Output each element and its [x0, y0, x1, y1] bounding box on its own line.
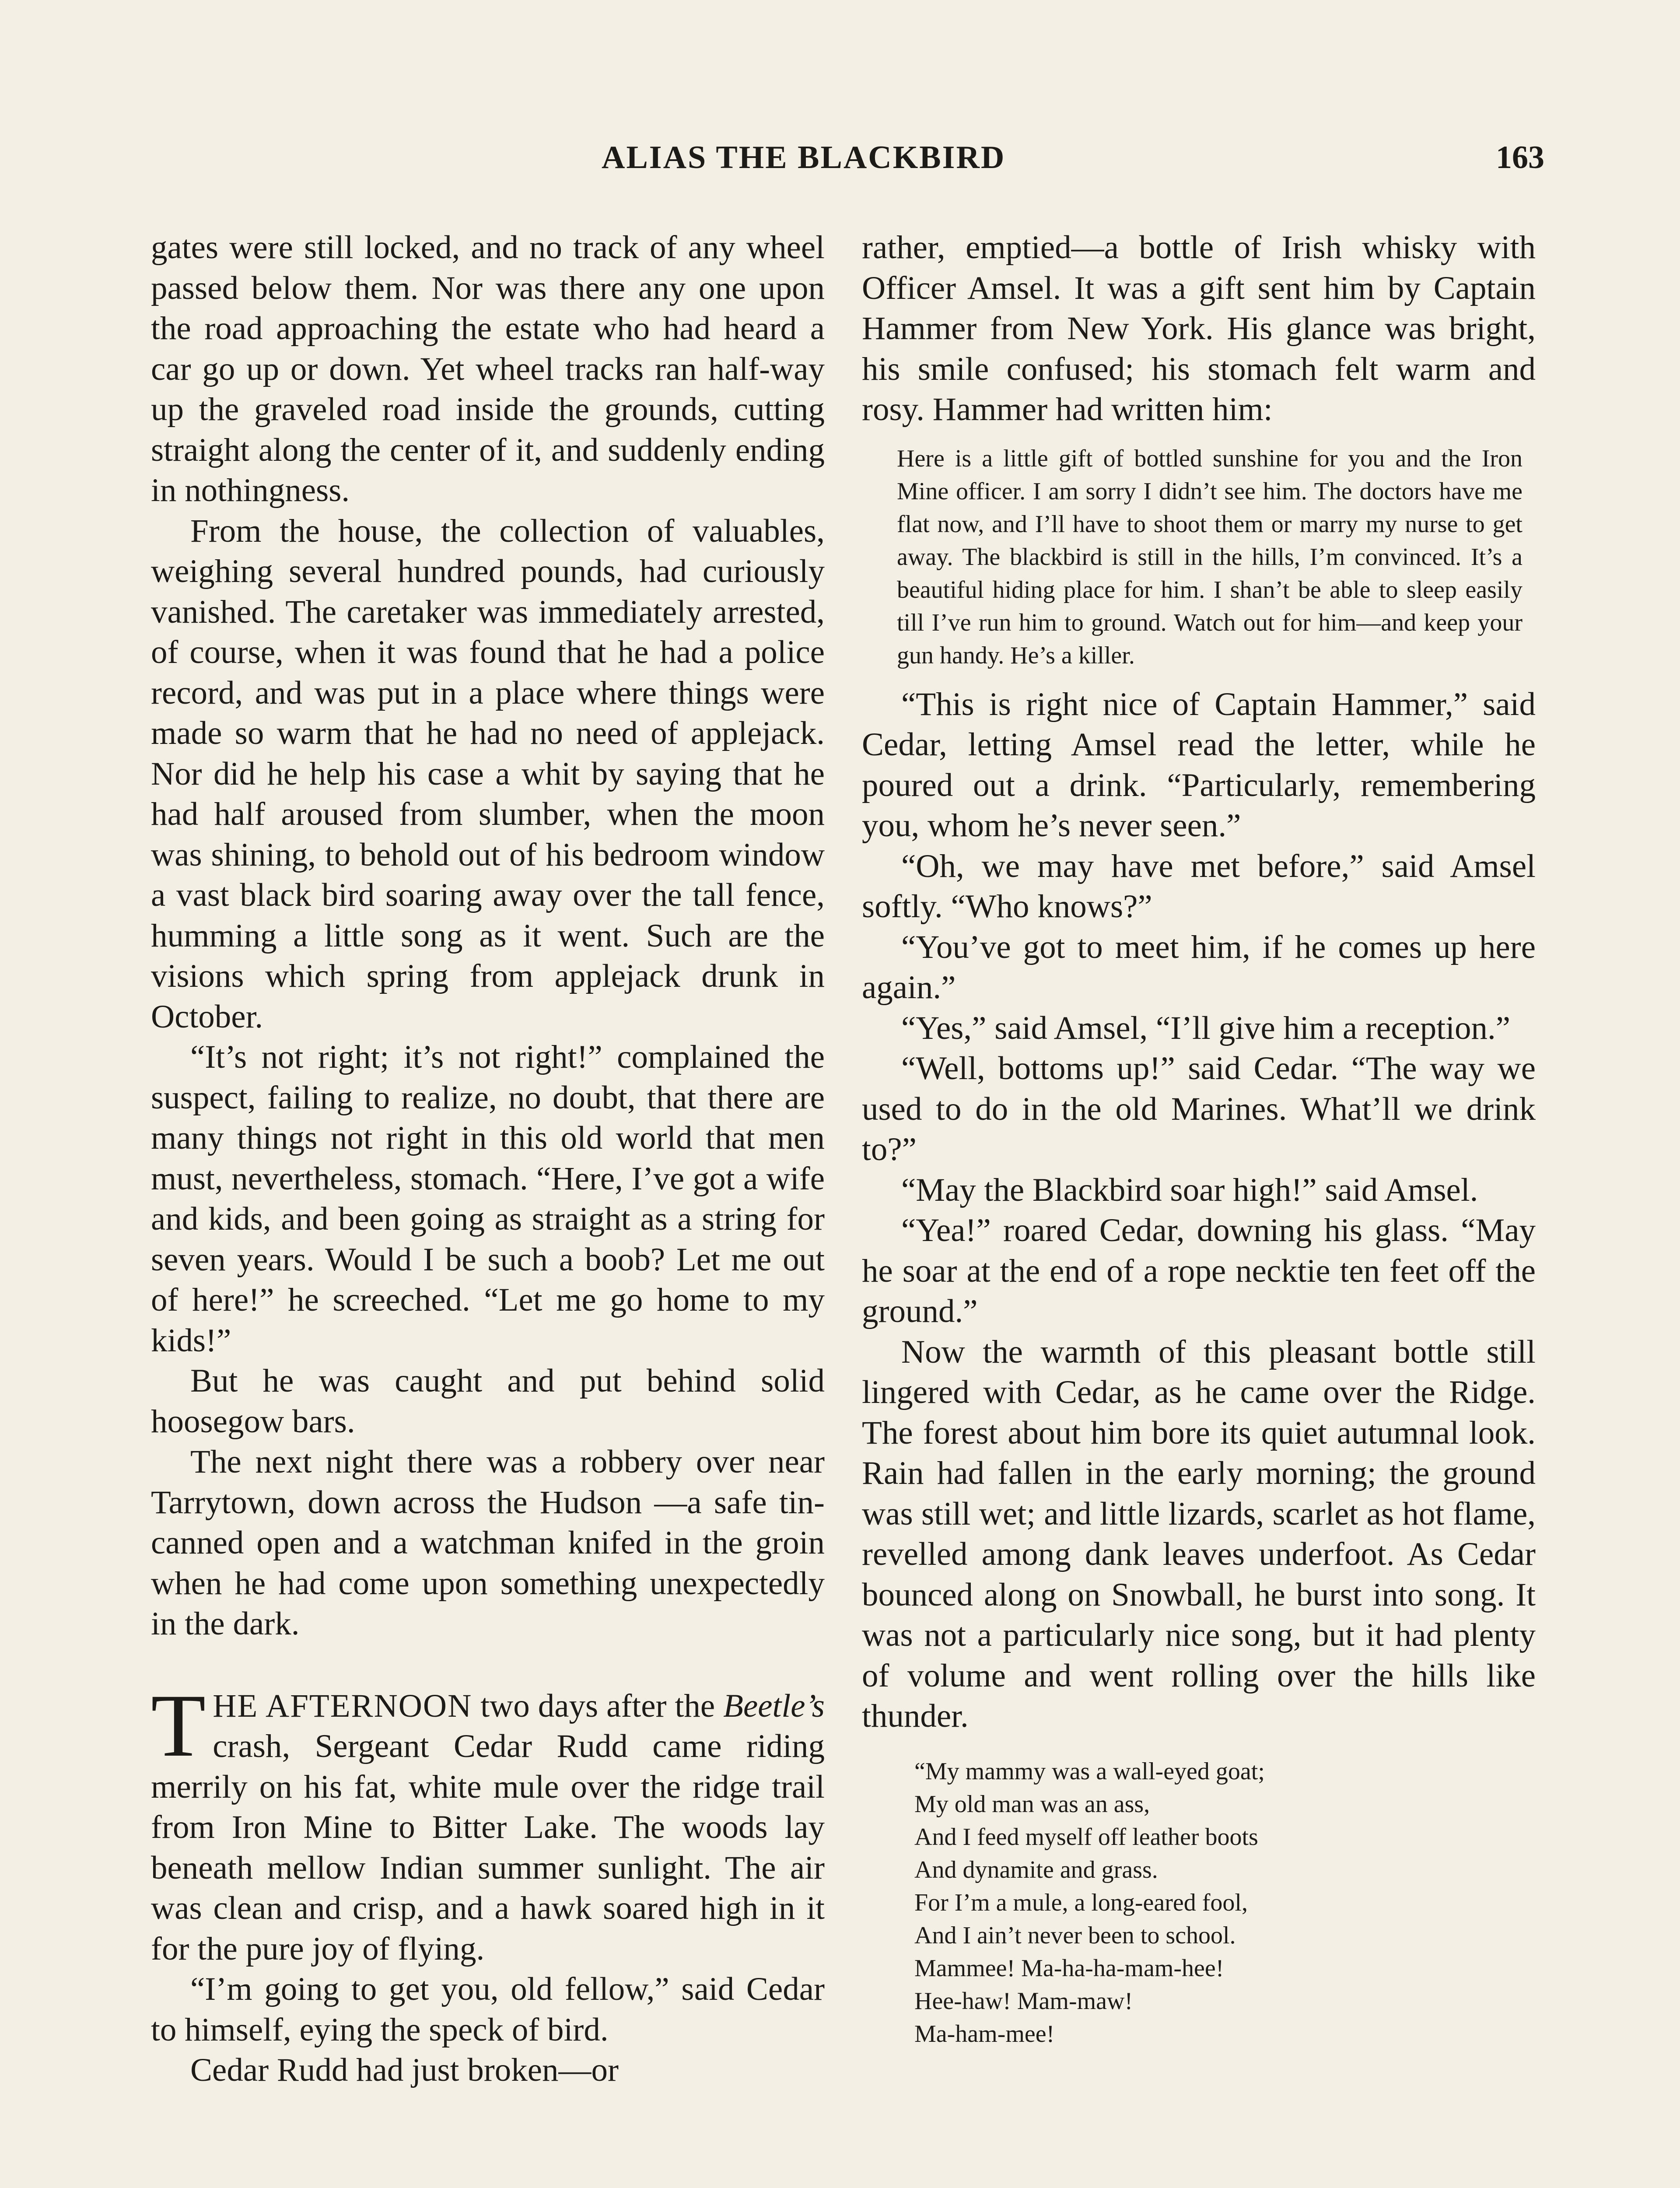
paragraph: “I’m going to get you, old fellow,” said Cedar to himself, eying the speck of bird. [151, 1971, 825, 2048]
italic-ship-name: Beetle’s [723, 1687, 825, 1724]
paragraph: “It’s not right; it’s not right!” complained the suspect, failing to realize, no doubt, that there are many things not right in this old world that men must, nevertheless, stomach. “Here, I’ve got a wife and kids, and been going as straight as a string for seven years. Would I be such a boob? Let me out of here!” he screeched. “Let me go home to my kids!” [151, 1039, 825, 1359]
page-number: 163 [1496, 140, 1544, 175]
song-verse [914, 1755, 1536, 2051]
paragraph: “Yes,” said Amsel, “I’ll give him a reception.” [901, 1010, 1511, 1046]
paragraph: rather, emptied—a bottle of Irish whisky with Officer Amsel. It was a gift sent him by Captain Hammer from New York. His glance was bright, his smile confused; his stomach felt warm and rosy. Hammer had written him: [862, 229, 1536, 428]
paragraph: “You’ve got to meet him, if he comes up here again.” [862, 929, 1536, 1006]
paragraph: Cedar Rudd had just broken—or [190, 2052, 619, 2088]
paragraph: “Yea!” roared Cedar, downing his glass. “May he soar at the end of a rope necktie ten feet off the ground.” [862, 1212, 1536, 1329]
paragraph: The next night there was a robbery over near Tarrytown, down across the Hudson —a safe tin-canned open and a watchman knifed in the groin when he had come upon something unexpectedly in the dark. [151, 1444, 825, 1642]
paragraph: gates were still locked, and no track of any wheel passed below them. Nor was there any one upon the road approaching the estate who had heard a car go up or down. Yet wheel tracks ran half-way up the graveled road inside the grounds, cutting straight along the center of it, and suddenly ending in nothingness. [151, 229, 825, 508]
verse-line: Hee-haw! Mam-maw! [914, 1987, 1133, 2015]
section-opening-paragraph [151, 1676, 825, 1970]
paragraph: “Oh, we may have met before,” said Amsel softly. “Who knows?” [862, 848, 1536, 925]
running-title: ALIAS THE BLACKBIRD [602, 140, 1006, 175]
verse-line: Ma-ham-mee! [914, 2020, 1055, 2048]
letter-text: Here is a little gift of bottled sunshine for you and the Iron Mine officer. I am sorry I didn’t see him. The doctors have me flat now, and I’ll have to shoot them or marry my nurse to get away. The blackbird is still in the hills, I’m convinced. It’s a beautiful hiding place for him. I shan’t be able to sleep easily till I’ve run him to ground. Watch out for him—and keep your gun handy. He’s a killer. [897, 445, 1522, 669]
small-caps-lead: HE AFTERNOON [213, 1687, 472, 1724]
drop-cap: T [151, 1676, 206, 1775]
verse-line: And I ain’t never been to school. [914, 1922, 1236, 1949]
verse-line: And I feed myself off leather boots [914, 1823, 1258, 1851]
letter-quote [897, 442, 1522, 672]
text-run: two days after the [472, 1687, 724, 1724]
page-header [151, 139, 1544, 183]
paragraph: But he was caught and put behind solid hoosegow bars. [151, 1363, 825, 1440]
verse-line: Mammee! Ma-ha-ha-mam-hee! [914, 1954, 1224, 1982]
paragraph: From the house, the collection of valuables, weighing several hundred pounds, had curiously vanished. The caretaker was immediately arrested, of course, when it was found that he had a police record, and was put in a place where things were made so warm that he had no need of applejack. Nor did he help his case a whit by saying that he had half aroused from slumber, when the moon was shining, to behold out of his bedroom window a vast black bird soaring away over the tall fence, humming a little song as it went. Such are the visions which spring from applejack drunk in October. [151, 512, 825, 1035]
verse-line: My old man was an ass, [914, 1790, 1150, 1818]
paragraph: Now the warmth of this pleasant bottle still lingered with Cedar, as he came over the Ridge. The forest about him bore its quiet autumnal look. Rain had fallen in the early morning; the ground was still wet; and little lizards, scarlet as hot flame, revelled among dank leaves underfoot. As Cedar bounced along on Snowball, he burst into song. It was not a particularly nice song, but it had plenty of volume and went rolling over the hills like thunder. [862, 1333, 1536, 1734]
verse-line: For I’m a mule, a long-eared fool, [914, 1889, 1248, 1916]
verse-line: And dynamite and grass. [914, 1856, 1158, 1883]
paragraph: “Well, bottoms up!” said Cedar. “The way we used to do in the old Marines. What’ll we drink to?” [862, 1050, 1536, 1168]
left-column [151, 228, 825, 2091]
text-run: crash, Sergeant Cedar Rudd came riding merrily on his fat, white mule over the ridge trail from Iron Mine to Bitter Lake. The woods lay beneath mellow Indian summer sunlight. The air was clean and crisp, and a hawk soared high in it for the pure joy of flying. [151, 1728, 825, 1967]
right-column [862, 228, 1536, 2051]
paragraph: “May the Blackbird soar high!” said Amsel. [901, 1171, 1478, 1208]
paragraph: “This is right nice of Captain Hammer,” said Cedar, letting Amsel read the letter, while he poured out a drink. “Particularly, remembering you, whom he’s never seen.” [862, 686, 1536, 844]
verse-line: “My mammy was a wall-eyed goat; [914, 1757, 1265, 1785]
